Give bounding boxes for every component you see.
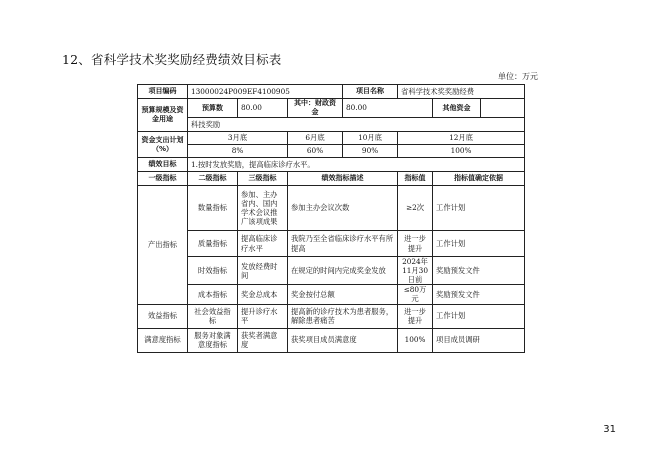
plan-value: 100%: [398, 145, 525, 158]
plan-period: 6月底: [288, 132, 343, 145]
level3-cell: 获奖者满意度: [238, 328, 288, 352]
description-cell: 获奖项目成员满意度: [288, 328, 398, 352]
basis-cell: 奖励预发文件: [433, 285, 525, 304]
project-name-label: 项目名称: [343, 85, 398, 99]
budget-label: 预算规模及资金用途: [138, 99, 188, 132]
goal-label: 绩效目标: [138, 158, 188, 172]
group-output: 产出指标: [138, 186, 188, 305]
project-name: 省科学技术奖奖励经费: [398, 85, 525, 99]
level2-cell: 时效指标: [188, 257, 238, 285]
basis-cell: 项目成员调研: [433, 328, 525, 352]
level2-cell: 质量指标: [188, 231, 238, 257]
header-basis: 指标值确定依据: [433, 172, 525, 186]
level3-cell: 提高临床诊疗水平: [238, 231, 288, 257]
plan-period: 12月底: [398, 132, 525, 145]
plan-label: 资金支出计划（%）: [138, 132, 188, 158]
plan-period: 10月底: [343, 132, 398, 145]
level2-cell: 服务对象满意度指标: [188, 328, 238, 352]
unit-label: 单位：万元: [498, 72, 538, 81]
level2-cell: 成本指标: [188, 285, 238, 304]
performance-target-table: [137, 84, 525, 353]
value-cell: 进一步提升: [398, 304, 433, 328]
header-level3: 三级指标: [238, 172, 288, 186]
fiscal-funds-label: 其中：财政资金: [288, 99, 343, 118]
value-cell: 100%: [398, 328, 433, 352]
value-cell: 2024年11月30日前: [398, 257, 433, 285]
page-title: 12、省科学技术奖奖励经费绩效目标表: [62, 52, 282, 67]
goal-row: [138, 158, 525, 172]
level3-cell: 奖金总成本: [238, 285, 288, 304]
value-cell: ≥2次: [398, 186, 433, 231]
table-row: [138, 304, 525, 328]
description-cell: 我院乃至全省临床诊疗水平有所提高: [288, 231, 398, 257]
fiscal-funds: 80.00: [343, 99, 433, 118]
basis-cell: 工作计划: [433, 304, 525, 328]
header-level1: 一级指标: [138, 172, 188, 186]
description-cell: 在规定的时间内完成奖金发放: [288, 257, 398, 285]
group-satisfaction: 满意度指标: [138, 328, 188, 352]
project-code-label: 项目编码: [138, 85, 188, 99]
value-cell: ≤80万元: [398, 285, 433, 304]
table-row: [138, 186, 525, 231]
other-funds: [481, 99, 525, 118]
level2-cell: 社会效益指标: [188, 304, 238, 328]
budget-use-row: [138, 118, 525, 132]
budget-amount-label: 预算数: [188, 99, 238, 118]
table-row: [138, 257, 525, 285]
project-code: 13000024P009EF4100905: [188, 85, 343, 99]
basis-cell: 工作计划: [433, 186, 525, 231]
project-info-row: [138, 85, 525, 99]
plan-value-row: [138, 145, 525, 158]
plan-period: 3月底: [188, 132, 288, 145]
budget-use: 科技奖励: [188, 118, 525, 132]
header-level2: 二级指标: [188, 172, 238, 186]
indicator-header-row: [138, 172, 525, 186]
goal-text: 1.按时发放奖励，提高临床诊疗水平。: [188, 158, 525, 172]
level3-cell: 发放经费时间: [238, 257, 288, 285]
other-funds-label: 其他资金: [433, 99, 481, 118]
description-cell: 奖金按付总额: [288, 285, 398, 304]
table-row: [138, 231, 525, 257]
plan-period-row: [138, 132, 525, 145]
description-cell: 提高新的诊疗技术为患者服务，解除患者痛苦: [288, 304, 398, 328]
table-row: [138, 328, 525, 352]
group-benefit: 效益指标: [138, 304, 188, 328]
description-cell: 参加主办会议次数: [288, 186, 398, 231]
level2-cell: 数量指标: [188, 186, 238, 231]
header-value: 指标值: [398, 172, 433, 186]
table-row: [138, 285, 525, 304]
level3-cell: 参加、主办省内、国内学术会议推广该项成果: [238, 186, 288, 231]
value-cell: 进一步提升: [398, 231, 433, 257]
plan-value: 8%: [188, 145, 288, 158]
plan-value: 60%: [288, 145, 343, 158]
basis-cell: 工作计划: [433, 231, 525, 257]
page-number: 31: [603, 424, 616, 435]
budget-row: [138, 99, 525, 118]
level3-cell: 提升诊疗水平: [238, 304, 288, 328]
plan-value: 90%: [343, 145, 398, 158]
basis-cell: 奖励预发文件: [433, 257, 525, 285]
header-description: 绩效指标描述: [288, 172, 398, 186]
budget-amount: 80.00: [238, 99, 288, 118]
